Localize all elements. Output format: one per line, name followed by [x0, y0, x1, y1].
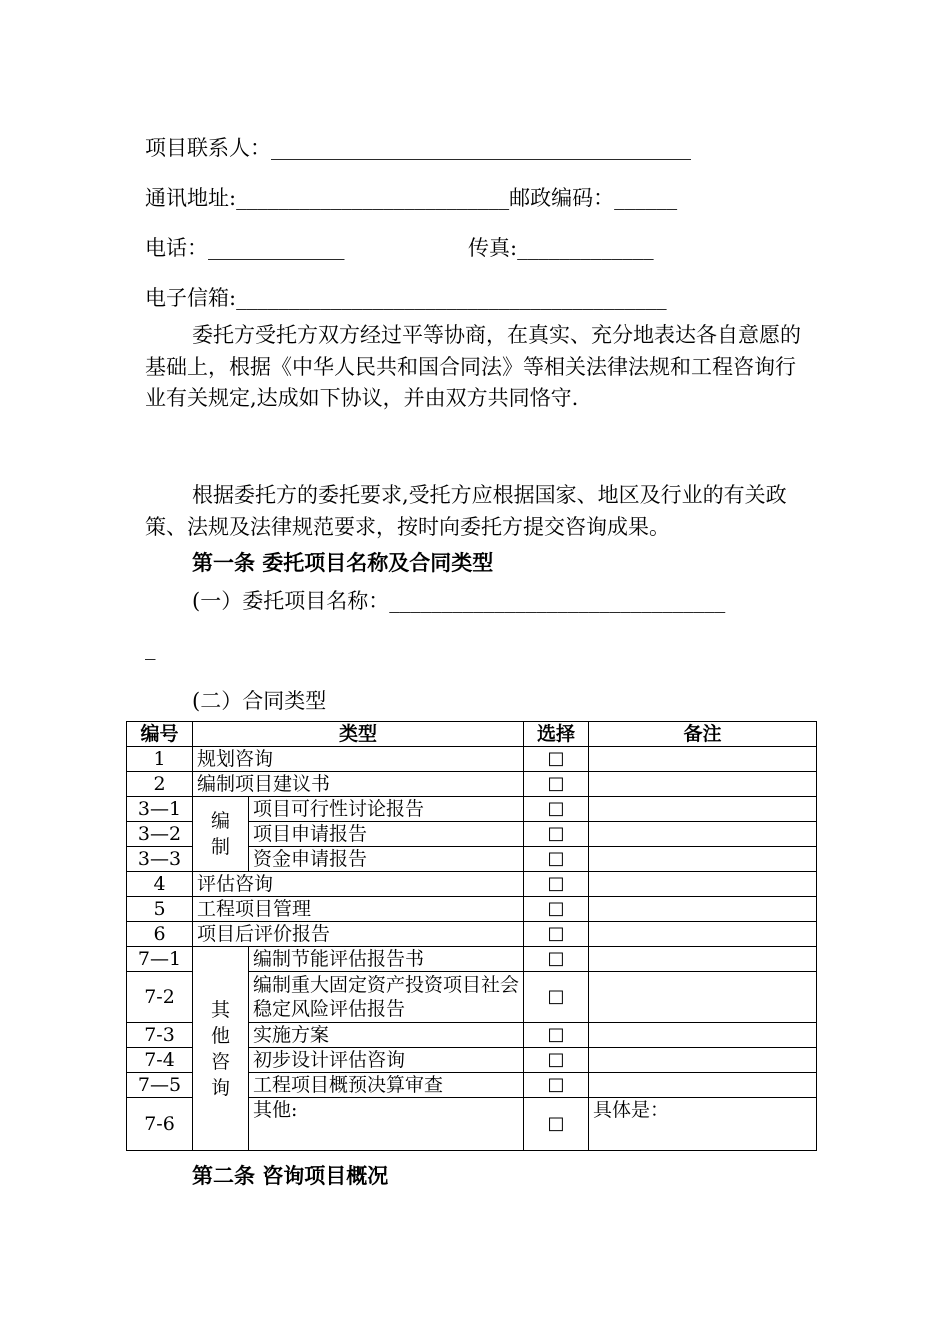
email-label: 电子信箱:	[145, 286, 237, 310]
row-note[interactable]	[589, 747, 817, 772]
row-type: 编制项目建议书	[193, 772, 524, 797]
postcode-label: 邮政编码：	[509, 186, 615, 210]
row-no: 5	[127, 897, 193, 922]
row-no: 4	[127, 872, 193, 897]
row-no: 7-3	[127, 1023, 193, 1048]
table-row	[127, 797, 817, 822]
row-checkbox[interactable]: □	[524, 1023, 589, 1048]
row-note[interactable]	[589, 822, 817, 847]
row-checkbox[interactable]: □	[524, 872, 589, 897]
row-note[interactable]	[589, 897, 817, 922]
row-checkbox[interactable]: □	[524, 772, 589, 797]
phone-blank[interactable]: _____________	[208, 236, 345, 260]
row-type: 规划咨询	[193, 747, 524, 772]
row-note[interactable]	[589, 797, 817, 822]
group-bianzhi: 编 制	[193, 797, 249, 872]
row-note[interactable]	[589, 1023, 817, 1048]
address-line	[145, 186, 677, 211]
phone-line	[145, 236, 345, 261]
fax-line	[468, 236, 654, 261]
intro-paragraph-1: 委托方受托方双方经过平等协商，在真实、充分地表达各自意愿的基础上，根据《中华人民共和国合同法》等相关法律法规和工程咨询行业有关规定,达成如下协议，并由双方共同恪守.	[145, 323, 801, 410]
address-label: 通讯地址:	[145, 186, 237, 210]
row-no: 1	[127, 747, 193, 772]
row-no: 6	[127, 922, 193, 947]
project-name-label: (一）委托项目名称：	[192, 589, 390, 613]
row-note[interactable]: 具体是：	[589, 1098, 817, 1151]
row-checkbox[interactable]: □	[524, 822, 589, 847]
email-line	[145, 286, 667, 311]
table-row	[127, 897, 817, 922]
row-note[interactable]	[589, 1073, 817, 1098]
table-row	[127, 747, 817, 772]
row-checkbox[interactable]: □	[524, 1098, 589, 1151]
row-note[interactable]	[589, 772, 817, 797]
header-select: 选择	[524, 722, 589, 747]
row-no: 3—3	[127, 847, 193, 872]
row-type: 项目申请报告	[249, 822, 524, 847]
fax-blank[interactable]: _____________	[517, 236, 654, 260]
row-checkbox[interactable]: □	[524, 1073, 589, 1098]
postcode-blank[interactable]: ______	[614, 186, 678, 210]
header-type: 类型	[193, 722, 524, 747]
project-name-blank[interactable]: ________________________________	[389, 589, 726, 613]
table-header-row	[127, 722, 817, 747]
row-type: 编制重大固定资产投资项目社会稳定风险评估报告	[249, 972, 524, 1023]
row-no: 3—1	[127, 797, 193, 822]
row-no: 3—2	[127, 822, 193, 847]
row-type: 资金申请报告	[249, 847, 524, 872]
contact-person-blank[interactable]: ________________________________________	[271, 136, 691, 160]
row-type: 其他:	[249, 1098, 524, 1151]
row-type: 工程项目概预决算审查	[249, 1073, 524, 1098]
row-no: 7-6	[127, 1098, 193, 1151]
email-blank[interactable]: _________________________________________	[236, 286, 667, 310]
row-note[interactable]	[589, 972, 817, 1023]
row-note[interactable]	[589, 847, 817, 872]
phone-label: 电话：	[145, 236, 208, 260]
contact-person-line	[145, 136, 691, 161]
row-type: 项目后评价报告	[193, 922, 524, 947]
article1-title: 第一条 委托项目名称及合同类型	[192, 551, 494, 575]
intro-paragraph-2: 根据委托方的委托要求,受托方应根据国家、地区及行业的有关政策、法规及法律规范要求，按时向委托方提交咨询成果。	[145, 483, 787, 539]
row-type: 实施方案	[249, 1023, 524, 1048]
row-no: 7-2	[127, 972, 193, 1023]
row-type: 评估咨询	[193, 872, 524, 897]
row-checkbox[interactable]: □	[524, 972, 589, 1023]
row-type: 初步设计评估咨询	[249, 1048, 524, 1073]
table-row	[127, 772, 817, 797]
article2-title: 第二条 咨询项目概况	[192, 1164, 389, 1188]
table-row	[127, 947, 817, 972]
row-type: 项目可行性讨论报告	[249, 797, 524, 822]
header-no: 编号	[127, 722, 193, 747]
row-checkbox[interactable]: □	[524, 747, 589, 772]
row-checkbox[interactable]: □	[524, 1048, 589, 1073]
row-checkbox[interactable]: □	[524, 897, 589, 922]
group-qita: 其 他 咨 询	[193, 947, 249, 1151]
row-no: 7—5	[127, 1073, 193, 1098]
row-note[interactable]	[589, 922, 817, 947]
row-type: 编制节能评估报告书	[249, 947, 524, 972]
address-blank[interactable]: __________________________	[236, 186, 510, 210]
row-checkbox[interactable]: □	[524, 847, 589, 872]
row-no: 7-4	[127, 1048, 193, 1073]
row-checkbox[interactable]: □	[524, 922, 589, 947]
contract-type-table	[126, 721, 817, 1151]
contact-person-label: 项目联系人：	[145, 136, 271, 160]
row-no: 7—1	[127, 947, 193, 972]
row-note[interactable]	[589, 947, 817, 972]
row-note[interactable]	[589, 872, 817, 897]
row-type: 工程项目管理	[193, 897, 524, 922]
project-name-continuation: _	[145, 636, 156, 660]
row-no: 2	[127, 772, 193, 797]
contract-type-label: (二）合同类型	[192, 689, 327, 713]
fax-label: 传真:	[468, 236, 518, 260]
table-row	[127, 872, 817, 897]
row-note[interactable]	[589, 1048, 817, 1073]
row-checkbox[interactable]: □	[524, 797, 589, 822]
table-row	[127, 922, 817, 947]
project-name-line	[192, 585, 725, 615]
header-note: 备注	[589, 722, 817, 747]
row-checkbox[interactable]: □	[524, 947, 589, 972]
